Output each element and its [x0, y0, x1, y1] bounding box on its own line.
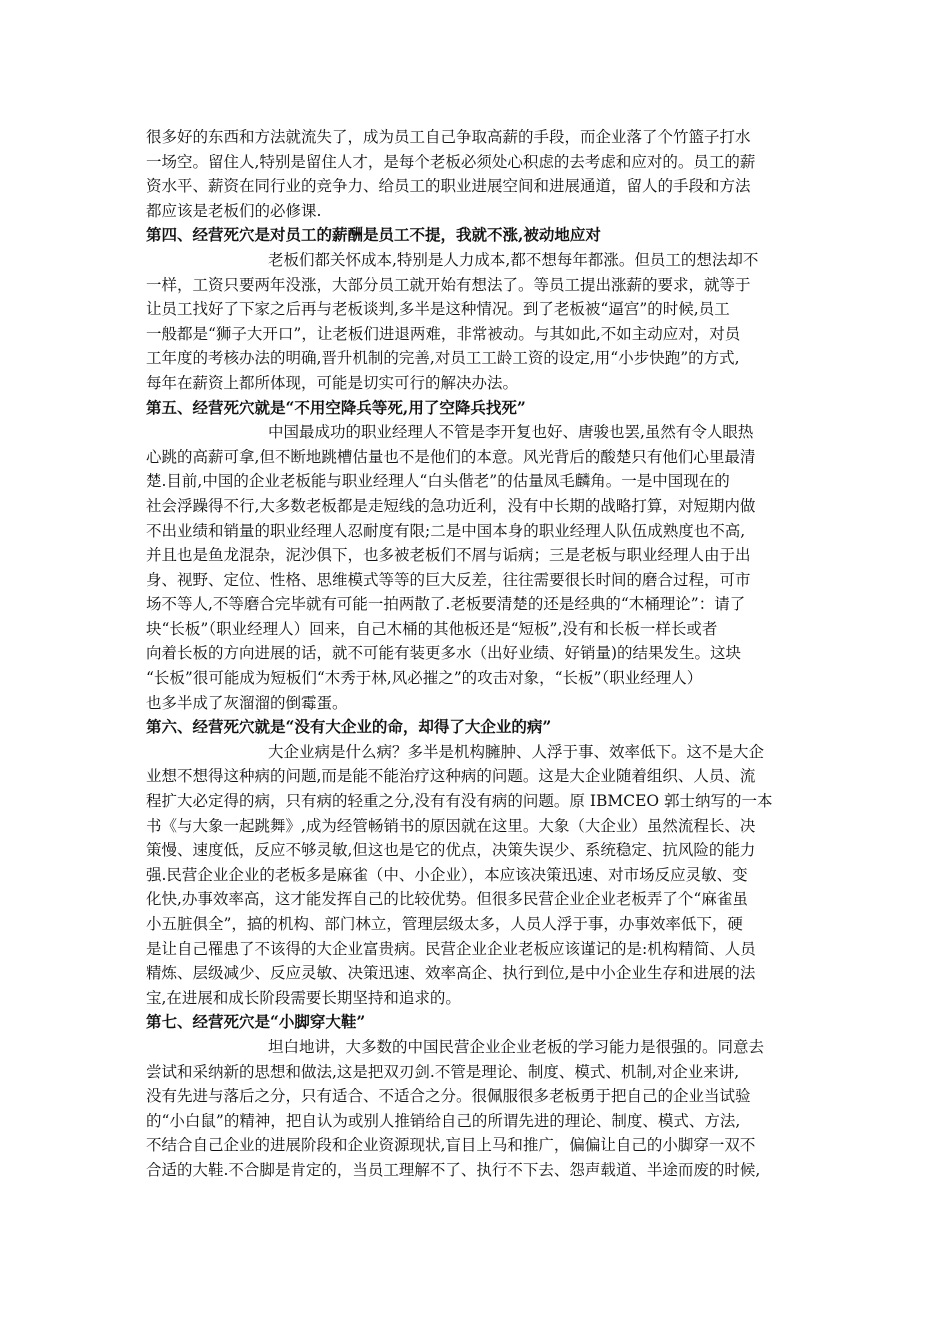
paragraph-line: 社会浮躁得不行,大多数老板都是走短线的急功近利，没有中长期的战略打算，对短期内做: [146, 496, 756, 515]
paragraph-line: 心跳的高薪可拿,但不断地跳槽估量也不是他们的本意。风光背后的酸楚只有他们心里最清: [146, 447, 756, 466]
paragraph-line: 精炼、层级减少、反应灵敏、决策迅速、效率高企、执行到位,是中小企业生存和进展的法: [146, 964, 756, 983]
document-page: [146, 125, 818, 1183]
paragraph-line: 坦白地讲，大多数的中国民营企业企业老板的学习能力是很强的。同意去: [268, 1037, 765, 1056]
paragraph-line: 楚.目前,中国的企业老板能与职业经理人“白头偕老”的估量凤毛麟角。一是中国现在的: [146, 472, 730, 491]
paragraph-line: 都应该是老板们的必修课.: [146, 201, 322, 220]
paragraph-line: 场不等人,不等磨合完毕就有可能一拍两散了.老板要清楚的还是经典的“木桶理论”：请了: [146, 595, 746, 614]
paragraph-line: 让员工找好了下家之后再与老板谈判,多半是这种情况。到了老板被“逼宫”的时候,员工: [146, 300, 730, 319]
paragraph-line: 老板们都关怀成本,特别是人力成本,都不想每年都涨。但员工的想法却不: [268, 250, 759, 269]
paragraph-line: 大企业病是什么病？多半是机构臃肿、人浮于事、效率低下。这不是大企: [268, 742, 765, 761]
paragraph-line: 一般都是“狮子大开口”，让老板们进退两难，非常被动。与其如此,不如主动应对，对员: [146, 324, 741, 343]
paragraph-line: 没有先进与落后之分，只有适合、不适合之分。很佩服很多老板勇于把自己的企业当试验: [146, 1087, 751, 1106]
paragraph-line: 也多半成了灰溜溜的倒霉蛋。: [146, 693, 348, 712]
paragraph-line: 不出业绩和销量的职业经理人忍耐度有限;二是中国本身的职业经理人队伍成熟度也不高,: [146, 521, 746, 540]
paragraph-line: 书《与大象一起跳舞》,成为经管畅销书的原因就在这里。大象（大企业）虽然流程长、决: [146, 816, 756, 835]
paragraph-line: 不结合自己企业的进展阶段和企业资源现状,盲目上马和推广，偏偏让自己的小脚穿一双不: [146, 1136, 756, 1155]
paragraph-line: 中国最成功的职业经理人不管是李开复也好、唐骏也罢,虽然有令人眼热: [268, 423, 754, 442]
paragraph-line: 小五脏俱全”，搞的机构、部门林立，管理层级太多，人员人浮于事，办事效率低下，硬: [146, 915, 743, 933]
paragraph-line: 强.民营企业企业的老板多是麻雀（中、小企业），本应该决策迅速、对市场反应灵敏、变: [146, 865, 748, 884]
paragraph-line: 很多好的东西和方法就流失了，成为员工自己争取高薪的手段，而企业落了个竹篮子打水: [146, 128, 751, 146]
section-heading: 第四、经营死穴是对员工的薪酬是员工不提，我就不涨,被动地应对: [146, 225, 601, 245]
paragraph-line: 一场空。留住人,特别是留住人才，是每个老板必须处心积虑的去考虑和应对的。员工的薪: [146, 152, 756, 171]
paragraph-line: 一样，工资只要两年没涨，大部分员工就开始有想法了。等员工提出涨薪的要求，就等于: [146, 275, 751, 294]
section-heading: 第六、经营死穴就是“没有大企业的命，却得了大企业的病”: [146, 717, 552, 737]
paragraph-line: 是让自己罹患了不该得的大企业富贵病。民营企业企业老板应该谨记的是:机构精简、人员: [146, 939, 756, 958]
paragraph-line: 每年在薪资上都所体现，可能是切实可行的解决办法。: [146, 373, 519, 392]
paragraph-line: 策慢、速度低，反应不够灵敏,但这也是它的优点，决策失误少、系统稳定、抗风险的能力: [146, 841, 756, 860]
paragraph-line: 业想不想得这种病的问题,而是能不能治疗这种病的问题。这是大企业随着组织、人员、流: [146, 767, 756, 786]
paragraph-line: 的“小白鼠”的精神，把自认为或别人推销给自己的所谓先进的理论、制度、模式、方法,: [146, 1111, 741, 1130]
paragraph-line: 化快,办事效率高，这才能发挥自己的比较优势。但很多民营企业企业老板弄了个“麻雀虽: [146, 890, 748, 909]
paragraph-line: 块“长板”（职业经理人）回来，自己木桶的其他板还是“短板”,没有和长板一样长或者: [146, 619, 718, 638]
paragraph-line: 资水平、薪资在同行业的竞争力、给员工的职业进展空间和进展通道，留人的手段和方法: [146, 177, 751, 196]
paragraph-line: 合适的大鞋.不合脚是肯定的，当员工理解不了、执行不下去、怨声载道、半途而废的时候,: [146, 1160, 761, 1179]
section-heading: 第五、经营死穴就是“不用空降兵等死,用了空降兵找死”: [146, 397, 526, 417]
paragraph-line: 并且也是鱼龙混杂，泥沙俱下，也多被老板们不屑与诟病；三是老板与职业经理人由于出: [146, 546, 751, 565]
paragraph-line: 尝试和采纳新的思想和做法,这是把双刃剑.不管是理论、制度、模式、机制,对企业来讲,: [146, 1062, 740, 1081]
paragraph-line: 程扩大必定得的病，只有病的轻重之分,没有有没有病的问题。原 IBMCEO 郭士纳写的一本: [146, 792, 773, 811]
paragraph-line: 工年度的考核办法的明确,晋升机制的完善,对员工工龄工资的设定,用“小步快跑”的方式,: [146, 349, 740, 368]
section-heading: 第七、经营死穴是“小脚穿大鞋”: [146, 1012, 366, 1032]
paragraph-line: 宝,在进展和成长阶段需要长期坚持和追求的。: [146, 988, 461, 1007]
paragraph-line: “长板”很可能成为短板们“木秀于林,风必摧之”的攻击对象，“长板”（职业经理人）: [146, 669, 703, 688]
paragraph-line: 向着长板的方向进展的话，就不可能有装更多水（出好业绩、好销量)的结果发生。这块: [146, 644, 742, 663]
paragraph-line: 身、视野、定位、性格、思维模式等等的巨大反差，往往需要很长时间的磨合过程，可市: [146, 570, 751, 589]
